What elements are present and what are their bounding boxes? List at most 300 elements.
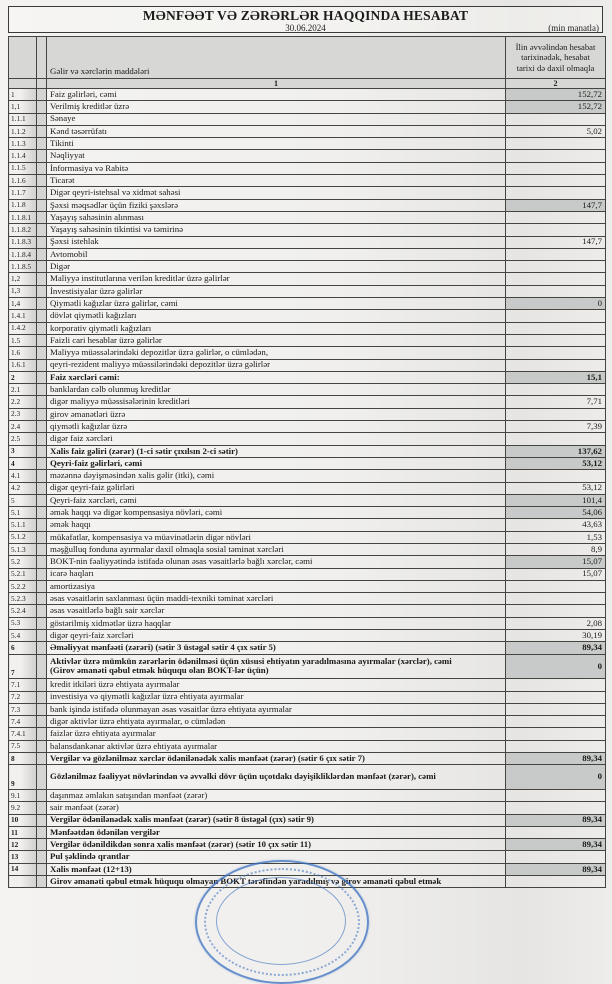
row-number: 1,1 <box>9 101 37 113</box>
table-row <box>9 162 606 174</box>
row-number: 2 <box>9 371 37 383</box>
table-row <box>9 519 606 531</box>
row-number: 1.1.3 <box>9 138 37 150</box>
table-row <box>9 789 606 801</box>
table-row <box>9 89 606 101</box>
row-gutter-cell <box>37 568 47 580</box>
row-gutter-cell <box>37 408 47 420</box>
row-number: 2.4 <box>9 421 37 433</box>
row-value: 147,7 <box>506 236 606 248</box>
row-label: Tikinti <box>47 138 506 150</box>
row-value: 8,9 <box>506 543 606 555</box>
row-number: 5.2.2 <box>9 580 37 592</box>
row-value: 101,4 <box>506 494 606 506</box>
row-value: 137,62 <box>506 445 606 457</box>
row-label: mükafatlar, kompensasiya və müavinətlərin digər növləri <box>47 531 506 543</box>
table-row <box>9 236 606 248</box>
table-row <box>9 310 606 322</box>
value-column-header: İlin əvvəlindən hesabat tarixinədək, hesabat tarixi də daxil olmaqla <box>506 37 606 79</box>
row-label: İnformasiya və Rabitə <box>47 162 506 174</box>
row-gutter-cell <box>37 691 47 703</box>
row-label: Qiymətli kağızlar üzrə gəlirlər, cəmi <box>47 298 506 310</box>
row-gutter-cell <box>37 876 47 888</box>
items-column-index: 1 <box>47 79 506 89</box>
row-number: 2.5 <box>9 433 37 445</box>
row-number: 1.4.2 <box>9 322 37 334</box>
items-column-header: Gəlir və xərclərin maddələri <box>47 37 506 79</box>
row-gutter-cell <box>37 396 47 408</box>
row-gutter-cell <box>37 89 47 101</box>
row-value <box>506 310 606 322</box>
table-row <box>9 285 606 297</box>
row-number: 1.1.8 <box>9 199 37 211</box>
row-gutter-cell <box>37 371 47 383</box>
row-number: 5.1.3 <box>9 543 37 555</box>
row-value: 54,06 <box>506 507 606 519</box>
table-row <box>9 298 606 310</box>
table-row <box>9 347 606 359</box>
table-row <box>9 703 606 715</box>
row-number: 1.1.2 <box>9 125 37 137</box>
row-value <box>506 248 606 260</box>
row-label: korporativ qiymətli kağızları <box>47 322 506 334</box>
row-number: 1.1.8.4 <box>9 248 37 260</box>
row-label: Qeyri-faiz xərcləri, cəmi <box>47 494 506 506</box>
row-label: Nəqliyyat <box>47 150 506 162</box>
row-gutter-cell <box>37 605 47 617</box>
row-number: 9.2 <box>9 802 37 814</box>
row-label: Maliyyə müəssələrindəki depozitlər üzrə gəlirlər, o cümlədən, <box>47 347 506 359</box>
row-number: 2.1 <box>9 384 37 396</box>
row-label: amortizasiya <box>47 580 506 592</box>
table-row <box>9 224 606 236</box>
table-row <box>9 593 606 605</box>
row-gutter-cell <box>37 556 47 568</box>
row-gutter-cell <box>37 248 47 260</box>
row-label: əmək haqqı və digər kompensasiya növləri, cəmi <box>47 507 506 519</box>
row-label: bank işində istifadə olunmayan əsas vəsaitlər üzrə ehtiyata ayırmalar <box>47 703 506 715</box>
row-number: 8 <box>9 753 37 765</box>
row-gutter-cell <box>37 224 47 236</box>
row-number: 1,4 <box>9 298 37 310</box>
row-label: məzənnə dəyişməsindən xalis gəlir (itki), cəmi <box>47 470 506 482</box>
table-row <box>9 814 606 826</box>
row-gutter-cell <box>37 322 47 334</box>
row-gutter-cell <box>37 654 47 679</box>
row-value: 89,34 <box>506 753 606 765</box>
table-row <box>9 728 606 740</box>
row-label: əmək haqqı <box>47 519 506 531</box>
row-number: 1.6 <box>9 347 37 359</box>
row-number: 7.2 <box>9 691 37 703</box>
row-label: Avtomobil <box>47 248 506 260</box>
row-label: BOKT-nin fəaliyyətində istifadə olunan əsas vəsaitlərlə bağlı xərclər, cəmi <box>47 556 506 568</box>
table-row <box>9 322 606 334</box>
pnl-table <box>8 36 606 888</box>
row-gutter-cell <box>37 765 47 790</box>
row-label: Faizli cari hesablar üzrə gəlirlər <box>47 334 506 346</box>
row-value <box>506 261 606 273</box>
row-gutter-cell <box>37 703 47 715</box>
row-gutter-cell <box>37 150 47 162</box>
row-value: 89,34 <box>506 814 606 826</box>
row-number: 5.3 <box>9 617 37 629</box>
row-value <box>506 150 606 162</box>
table-row <box>9 839 606 851</box>
row-label: Şəxsi istehlak <box>47 236 506 248</box>
row-number: 5.4 <box>9 630 37 642</box>
row-number <box>9 876 37 888</box>
row-label: Mənfəətdən ödənilən vergilər <box>47 826 506 838</box>
unit-note: (min manatla) <box>548 23 599 33</box>
table-row <box>9 863 606 875</box>
row-gutter-cell <box>37 236 47 248</box>
row-label: Xalis faiz gəliri (zərər) (1-ci sətir çıxılsın 2-ci sətir) <box>47 445 506 457</box>
row-value: 0 <box>506 298 606 310</box>
row-label: sair mənfəət (zərər) <box>47 802 506 814</box>
row-number: 7.4.1 <box>9 728 37 740</box>
row-number: 2.2 <box>9 396 37 408</box>
row-label: banklardan cəlb olunmuş kreditlər <box>47 384 506 396</box>
row-value: 15,07 <box>506 556 606 568</box>
row-value <box>506 679 606 691</box>
row-value <box>506 187 606 199</box>
row-value <box>506 433 606 445</box>
row-gutter-cell <box>37 187 47 199</box>
row-gutter-cell <box>37 113 47 125</box>
table-row <box>9 851 606 863</box>
table-row <box>9 101 606 113</box>
row-number: 7.4 <box>9 716 37 728</box>
table-row <box>9 654 606 679</box>
row-gutter-cell <box>37 580 47 592</box>
row-value <box>506 359 606 371</box>
row-number: 2.3 <box>9 408 37 420</box>
row-number: 9.1 <box>9 789 37 801</box>
row-label: Şəxsi məqsədlər üçün fiziki şəxslərə <box>47 199 506 211</box>
row-gutter-cell <box>37 531 47 543</box>
table-row <box>9 384 606 396</box>
row-gutter-cell <box>37 802 47 814</box>
row-gutter-cell <box>37 457 47 469</box>
row-value <box>506 113 606 125</box>
row-gutter-cell <box>37 507 47 519</box>
report-date-line <box>9 23 602 33</box>
row-number: 1.4.1 <box>9 310 37 322</box>
row-label: Pul şəklində qrantlar <box>47 851 506 863</box>
table-row <box>9 740 606 752</box>
row-label: Girov əmanəti qəbul etmək hüququ olmayan BOKT tərəfindən yaradılmış və girov əmanəti qəbul etmək <box>47 876 506 888</box>
table-row <box>9 371 606 383</box>
table-row <box>9 617 606 629</box>
row-number: 1 <box>9 89 37 101</box>
row-value <box>506 593 606 605</box>
row-label: məşğulluq fonduna ayırmalar daxil olmaqla sosial təminat xərcləri <box>47 543 506 555</box>
table-row <box>9 433 606 445</box>
row-value: 0 <box>506 765 606 790</box>
row-value <box>506 716 606 728</box>
row-number: 1.1.5 <box>9 162 37 174</box>
row-label: balansdankənar aktivlər üzrə ehtiyata ayırmalar <box>47 740 506 752</box>
table-row <box>9 211 606 223</box>
row-label: Ticarət <box>47 175 506 187</box>
row-value <box>506 285 606 297</box>
row-value <box>506 605 606 617</box>
row-label: Qeyri-faiz gəlirləri, cəmi <box>47 457 506 469</box>
table-row <box>9 876 606 888</box>
row-gutter-cell <box>37 839 47 851</box>
row-value <box>506 175 606 187</box>
header-number-cell <box>9 37 37 79</box>
table-row <box>9 630 606 642</box>
row-gutter-cell <box>37 433 47 445</box>
row-gutter-cell <box>37 593 47 605</box>
row-number: 13 <box>9 851 37 863</box>
row-label: digər maliyyə müəssisələrinin kreditləri <box>47 396 506 408</box>
row-gutter-cell <box>37 753 47 765</box>
row-value <box>506 334 606 346</box>
table-row <box>9 605 606 617</box>
index-number-cell <box>9 79 37 89</box>
table-row <box>9 679 606 691</box>
row-label: Vergilər və gözlənilməz xərclər ödənilənədək xalis mənfəət (zərər) (sətir 6 çıx sətir 7) <box>47 753 506 765</box>
row-value <box>506 384 606 396</box>
row-gutter-cell <box>37 630 47 642</box>
row-value <box>506 224 606 236</box>
row-value: 43,63 <box>506 519 606 531</box>
row-label: digər qeyri-faiz gəlirləri <box>47 482 506 494</box>
row-gutter-cell <box>37 851 47 863</box>
row-gutter-cell <box>37 285 47 297</box>
index-gutter-cell <box>37 79 47 89</box>
table-row <box>9 543 606 555</box>
row-number: 4 <box>9 457 37 469</box>
column-index-row <box>9 79 606 89</box>
table-row <box>9 359 606 371</box>
row-value: 15,1 <box>506 371 606 383</box>
row-label: dövlət qiymətli kağızları <box>47 310 506 322</box>
row-gutter-cell <box>37 125 47 137</box>
row-value <box>506 138 606 150</box>
row-label: kredit itkiləri üzrə ehtiyata ayırmalar <box>47 679 506 691</box>
row-value <box>506 470 606 482</box>
row-number: 1.1.1 <box>9 113 37 125</box>
row-value <box>506 740 606 752</box>
row-value <box>506 789 606 801</box>
row-value <box>506 408 606 420</box>
row-label: Faiz gəlirləri, cəmi <box>47 89 506 101</box>
row-label: daşınmaz əmlakın satışından mənfəət (zərər) <box>47 789 506 801</box>
row-value <box>506 691 606 703</box>
row-label: investisiya və qiymətli kağızlar üzrə ehtiyata ayırmalar <box>47 691 506 703</box>
table-row <box>9 765 606 790</box>
row-value <box>506 703 606 715</box>
table-row <box>9 457 606 469</box>
table-row <box>9 716 606 728</box>
table-row <box>9 507 606 519</box>
row-gutter-cell <box>37 273 47 285</box>
table-row <box>9 531 606 543</box>
row-number: 5 <box>9 494 37 506</box>
row-number: 5.1.1 <box>9 519 37 531</box>
row-gutter-cell <box>37 482 47 494</box>
row-gutter-cell <box>37 494 47 506</box>
row-label: Yaşayış sahəsinin tikintisi və təmirinə <box>47 224 506 236</box>
row-number: 5.2 <box>9 556 37 568</box>
row-number: 1.1.8.1 <box>9 211 37 223</box>
row-gutter-cell <box>37 261 47 273</box>
row-label: Vergilər ödənildikdən sonra xalis mənfəət (zərər) (sətir 10 çıx sətir 11) <box>47 839 506 851</box>
row-value <box>506 851 606 863</box>
table-header-row <box>9 37 606 79</box>
row-value: 7,39 <box>506 421 606 433</box>
table-row <box>9 334 606 346</box>
row-value: 147,7 <box>506 199 606 211</box>
row-label-line2: (Girov əmanəti qəbul etmək hüququ olan BOKT-lər üçün) <box>50 665 269 676</box>
row-label: icarə haqları <box>47 568 506 580</box>
table-row <box>9 445 606 457</box>
row-gutter-cell <box>37 519 47 531</box>
row-gutter-cell <box>37 359 47 371</box>
row-number: 14 <box>9 863 37 875</box>
row-number: 1,3 <box>9 285 37 297</box>
row-label: Xalis mənfəət (12+13) <box>47 863 506 875</box>
row-label: Vergilər ödənilənədək xalis mənfəət (zərər) (sətir 8 üstəgəl (çıx) sətir 9) <box>47 814 506 826</box>
row-value <box>506 826 606 838</box>
row-value <box>506 162 606 174</box>
row-value: 53,12 <box>506 457 606 469</box>
row-label: qeyri-rezident maliyyə müəssilərindəki depozitlər üzrə gəlirlər <box>47 359 506 371</box>
row-gutter-cell <box>37 445 47 457</box>
row-number: 9 <box>9 765 37 790</box>
row-gutter-cell <box>37 814 47 826</box>
row-number: 10 <box>9 814 37 826</box>
row-gutter-cell <box>37 175 47 187</box>
table-row <box>9 113 606 125</box>
row-value <box>506 211 606 223</box>
row-value: 30,19 <box>506 630 606 642</box>
row-label: Sənaye <box>47 113 506 125</box>
row-number: 3 <box>9 445 37 457</box>
row-gutter-cell <box>37 789 47 801</box>
row-value: 2,08 <box>506 617 606 629</box>
table-row <box>9 494 606 506</box>
table-row <box>9 138 606 150</box>
row-label: qiymətli kağızlar üzrə <box>47 421 506 433</box>
row-gutter-cell <box>37 101 47 113</box>
row-number: 1,2 <box>9 273 37 285</box>
row-label: əsas vəsaitlərlə bağlı sair xərclər <box>47 605 506 617</box>
row-gutter-cell <box>37 384 47 396</box>
row-value: 0 <box>506 654 606 679</box>
row-number: 7.3 <box>9 703 37 715</box>
row-value <box>506 728 606 740</box>
row-value: 5,02 <box>506 125 606 137</box>
row-number: 7.1 <box>9 679 37 691</box>
header-gutter-cell <box>37 37 47 79</box>
row-label: Maliyyə institutlarına verilən kreditlər üzrə gəlirlər <box>47 273 506 285</box>
row-label: Əməliyyat mənfəəti (zərəri) (sətir 3 üstəgəl sətir 4 çıx sətir 5) <box>47 642 506 654</box>
row-gutter-cell <box>37 728 47 740</box>
row-number: 5.1.2 <box>9 531 37 543</box>
table-row <box>9 261 606 273</box>
row-value: 7,71 <box>506 396 606 408</box>
table-row <box>9 580 606 592</box>
row-number: 5.2.4 <box>9 605 37 617</box>
row-number: 1.1.8.5 <box>9 261 37 273</box>
row-label: Kənd təsərrüfatı <box>47 125 506 137</box>
row-gutter-cell <box>37 310 47 322</box>
row-label: digər aktivlər üzrə ehtiyata ayırmalar, o cümlədən <box>47 716 506 728</box>
row-number: 1.1.7 <box>9 187 37 199</box>
value-column-index: 2 <box>506 79 606 89</box>
row-number: 1.1.4 <box>9 150 37 162</box>
row-number: 1.1.8.3 <box>9 236 37 248</box>
row-value: 1,53 <box>506 531 606 543</box>
table-row <box>9 642 606 654</box>
row-gutter-cell <box>37 199 47 211</box>
row-value <box>506 322 606 334</box>
table-row <box>9 396 606 408</box>
table-row <box>9 556 606 568</box>
row-value <box>506 580 606 592</box>
row-gutter-cell <box>37 863 47 875</box>
row-gutter-cell <box>37 421 47 433</box>
row-gutter-cell <box>37 617 47 629</box>
row-value: 152,72 <box>506 89 606 101</box>
table-row <box>9 802 606 814</box>
row-gutter-cell <box>37 347 47 359</box>
row-number: 6 <box>9 642 37 654</box>
row-gutter-cell <box>37 470 47 482</box>
row-gutter-cell <box>37 162 47 174</box>
table-row <box>9 568 606 580</box>
row-gutter-cell <box>37 298 47 310</box>
table-row <box>9 175 606 187</box>
row-label: Aktivlər üzrə mümkün zərərlərin ödənilməsi üçün xüsusi ehtiyatın yaradılmasına ayırmalar (xərclər), cəmi (Girov əmanəti qəbul etmək hüququ olan BOKT-lər üçün) <box>47 654 506 679</box>
ink-stamp-inner-ring <box>216 877 346 965</box>
report-date: 30.06.2024 <box>285 23 326 33</box>
table-row <box>9 691 606 703</box>
row-value <box>506 273 606 285</box>
row-number: 7 <box>9 654 37 679</box>
row-gutter-cell <box>37 716 47 728</box>
table-row <box>9 753 606 765</box>
table-row <box>9 482 606 494</box>
row-number: 4.2 <box>9 482 37 494</box>
row-gutter-cell <box>37 543 47 555</box>
row-gutter-cell <box>37 740 47 752</box>
row-label: Faiz xərcləri cəmi: <box>47 371 506 383</box>
row-value: 89,34 <box>506 863 606 875</box>
row-number: 12 <box>9 839 37 851</box>
row-value: 89,34 <box>506 839 606 851</box>
table-row <box>9 470 606 482</box>
row-label: digər faiz xərcləri <box>47 433 506 445</box>
table-row <box>9 187 606 199</box>
row-gutter-cell <box>37 334 47 346</box>
report-title: MƏNFƏƏT VƏ ZƏRƏRLƏR HAQQINDA HESABAT <box>142 8 469 23</box>
row-value: 53,12 <box>506 482 606 494</box>
table-row <box>9 273 606 285</box>
row-label: Digər <box>47 261 506 273</box>
row-value <box>506 347 606 359</box>
row-number: 1.6.1 <box>9 359 37 371</box>
row-label: girov əmanətləri üzrə <box>47 408 506 420</box>
row-value <box>506 876 606 888</box>
row-number: 5.1 <box>9 507 37 519</box>
table-row <box>9 125 606 137</box>
